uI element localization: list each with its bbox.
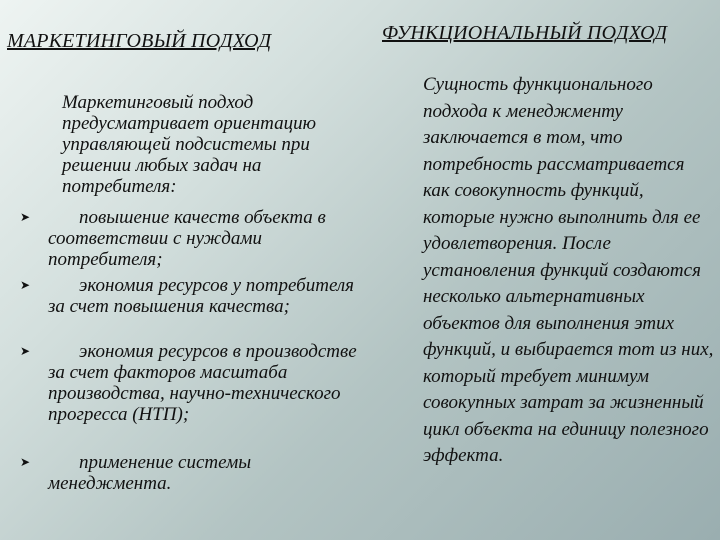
marketing-approach-intro: Маркетинговый подход предусматривает ориентацию управляющей подсистемы при решении любых задач на потребителя: bbox=[62, 92, 317, 197]
arrow-bullet-icon: ➤ bbox=[20, 278, 31, 292]
arrow-bullet-icon: ➤ bbox=[20, 344, 31, 358]
list-item-text: применение системы менеджмента. bbox=[48, 452, 252, 494]
list-item-text: экономия ресурсов в производстве за счет факторов масштаба производства, научно-технического прогресса (НТП); bbox=[48, 341, 357, 425]
functional-approach-heading: ФУНКЦИОНАЛЬНЫЙ ПОДХОД bbox=[382, 22, 668, 44]
list-item-text: экономия ресурсов у потребителя за счет повышения качества; bbox=[48, 275, 355, 317]
arrow-bullet-icon: ➤ bbox=[20, 210, 31, 224]
functional-approach-text: Сущность функционального подхода к менеджменту заключается в том, что потребность рассматривается как совокупность функций, которые нужно выполнить для ее удовлетворения. После установления функций создаются несколько альтернативных объектов для выполнения этих функций, и выбирается тот из них, который требует минимум совокупных затрат за жизненный цикл объекта на единицу полезного эффекта. bbox=[423, 74, 714, 466]
arrow-bullet-icon: ➤ bbox=[20, 455, 31, 469]
marketing-approach-heading: МАРКЕТИНГОВЫЙ ПОДХОД bbox=[7, 30, 272, 52]
list-item-text: повышение качеств объекта в соответствии с нуждами потребителя; bbox=[48, 207, 326, 270]
